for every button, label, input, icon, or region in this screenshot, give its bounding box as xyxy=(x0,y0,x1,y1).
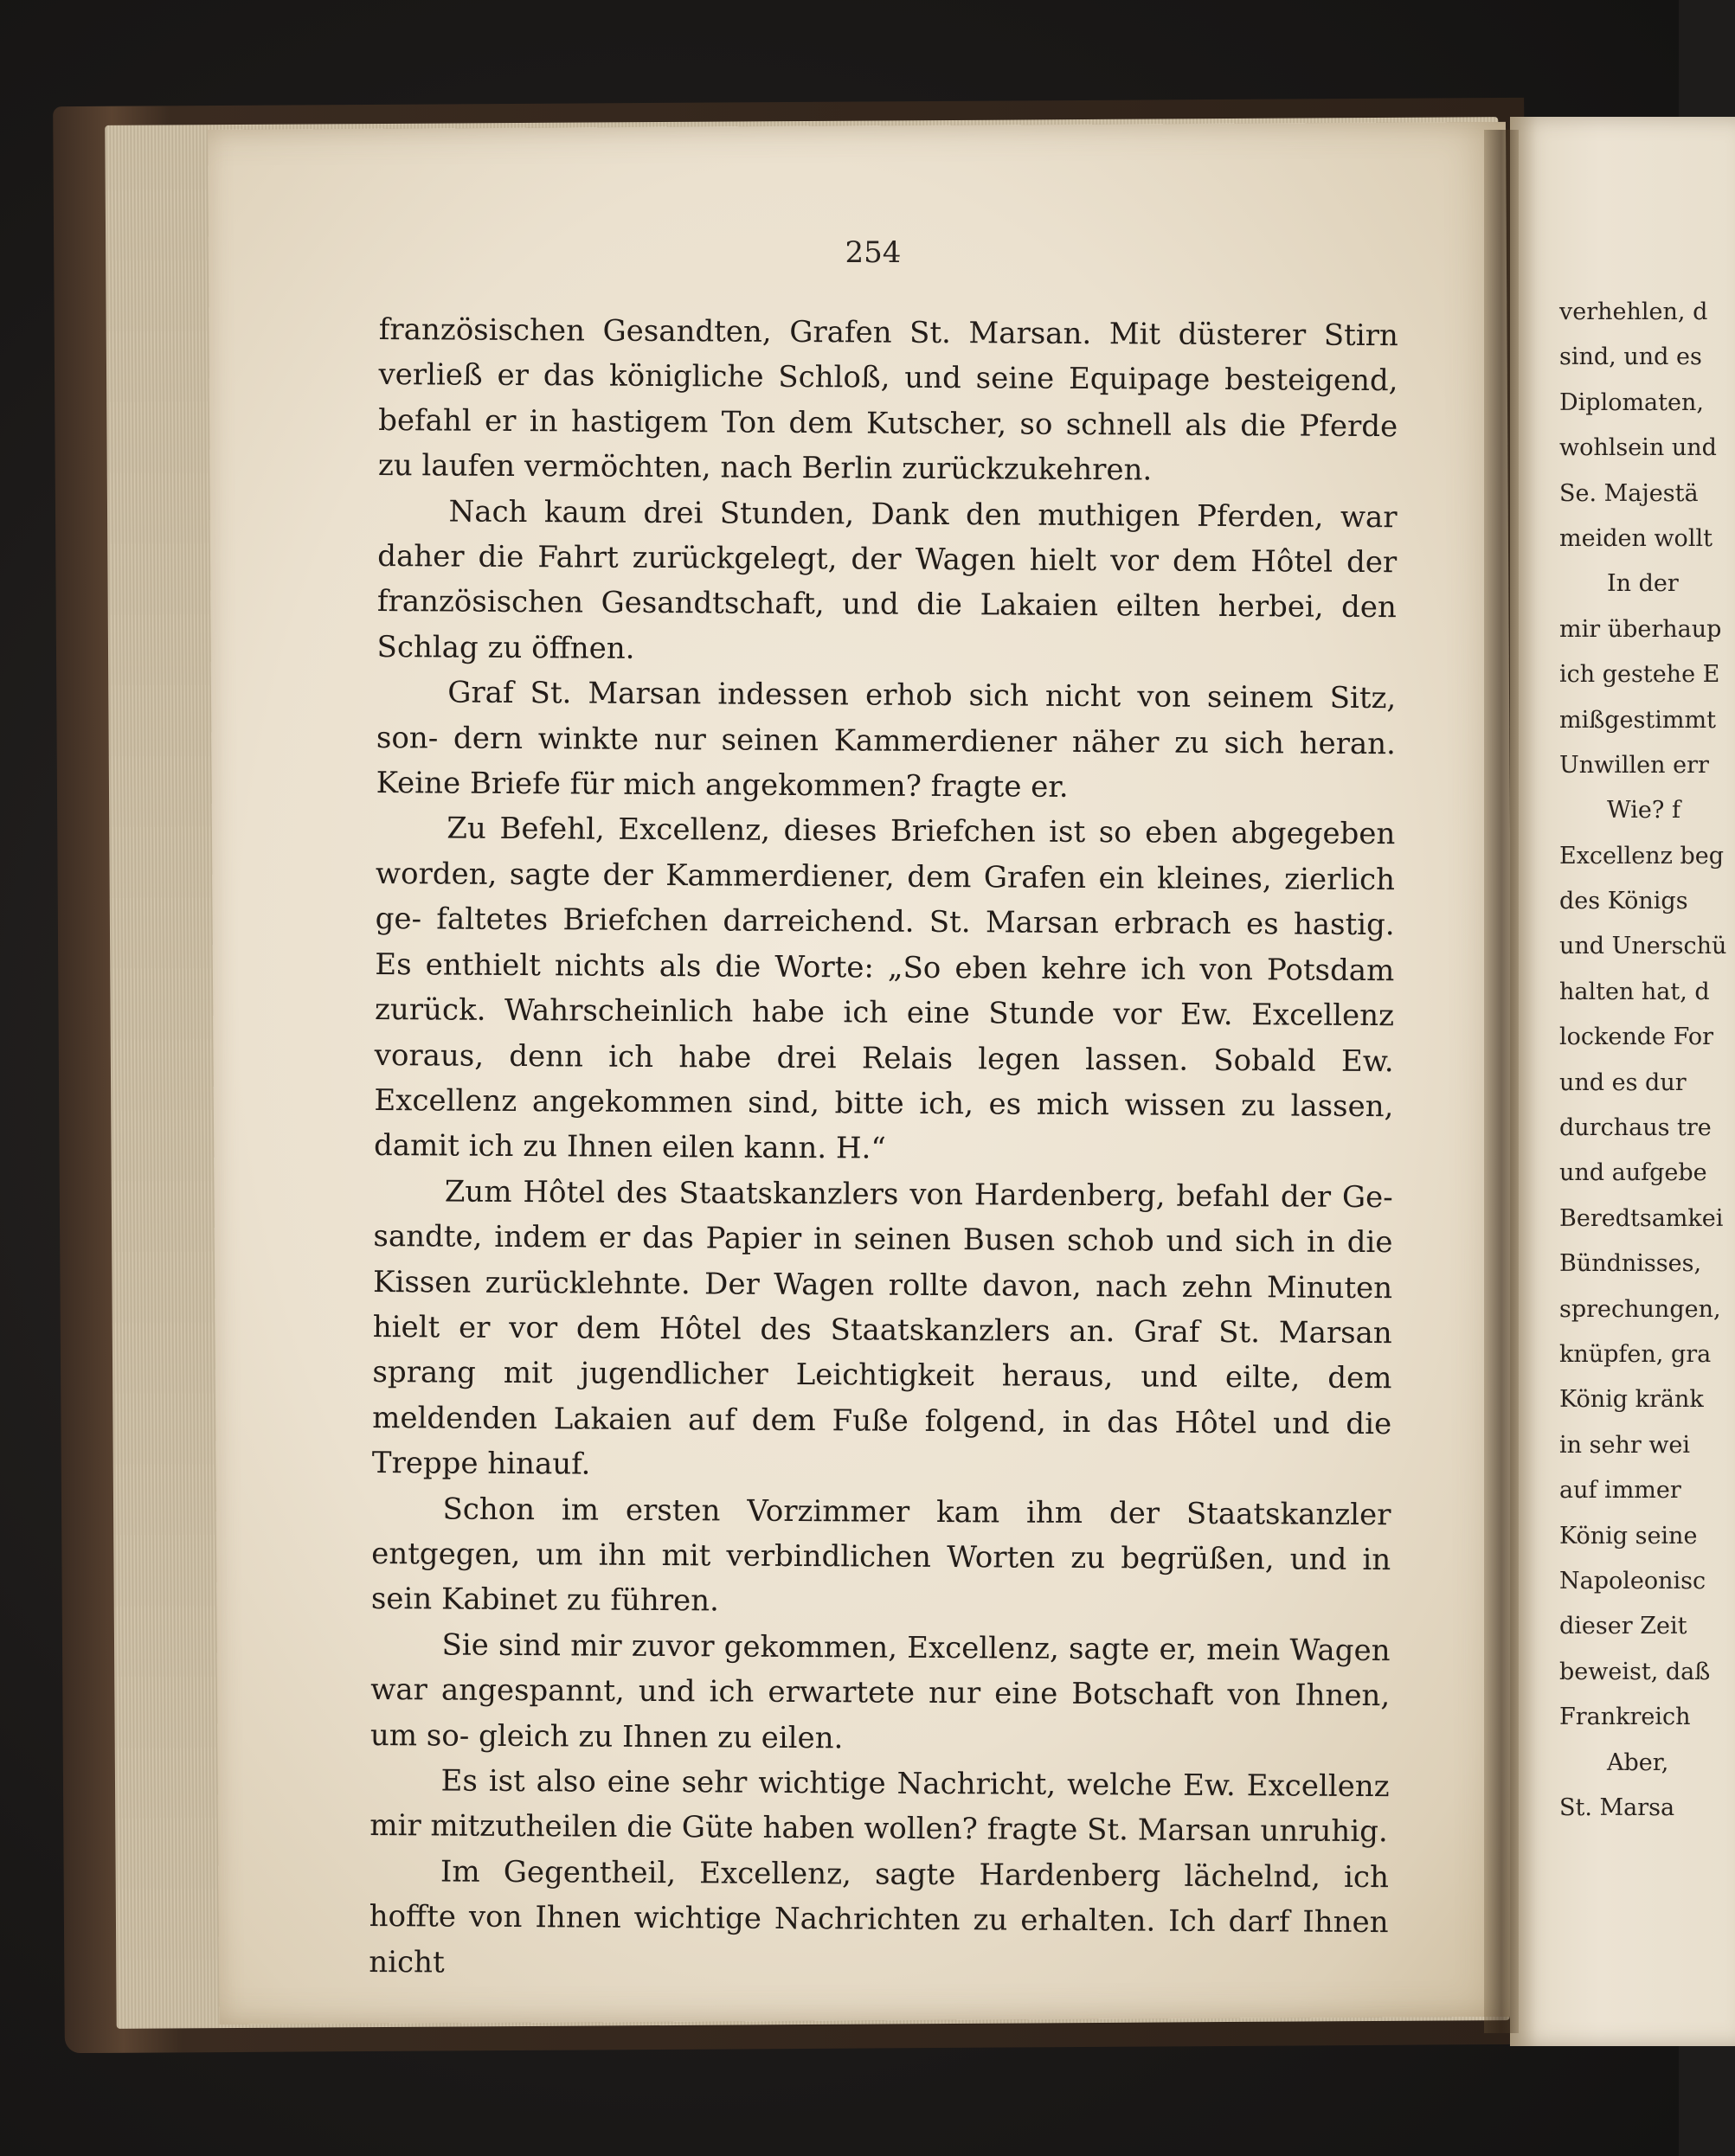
right-page-line: durchaus tre xyxy=(1559,1114,1712,1142)
right-page-line: beweist, daß xyxy=(1559,1658,1711,1685)
paragraph: französischen Gesandten, Grafen St. Marsan. Mit düsterer Stirn verließ er das königliche Schloß, und seine Equipage besteigend, befahl er in hastigem Ton dem Kutscher, so schnell als die Pferde zu laufen vermöchten, nach Berlin zurückzukehren. xyxy=(377,311,1398,488)
right-page-line: des Königs xyxy=(1559,888,1688,915)
paragraph: Zum Hôtel des Staatskanzlers von Hardenberg, befahl der Ge- sandte, indem er das Papier in seinen Busen schob und sich in die Kissen zurücklehnte. Der Wagen rollte davon, nach zehn Minuten hielt er vor dem Hôtel des Staatskanzlers an. Graf St. Marsan sprang mit jugendlicher Leichtigkeit heraus, und eilte, dem meldenden Lakaien auf dem Fuße folgend, in das Hôtel und die Treppe hinauf. xyxy=(371,1174,1393,1482)
right-page-line: halten hat, d xyxy=(1559,978,1710,1005)
right-page-line: mißgestimmt xyxy=(1559,706,1716,734)
right-page-line: Frankreich xyxy=(1559,1704,1691,1731)
right-page-line: und Unerschü xyxy=(1559,933,1727,960)
paragraph: Sie sind mir zuvor gekommen, Excellenz, sagte er, mein Wagen war angespannt, und ich erwartete nur eine Botschaft von Ihnen, um so- gleich zu Ihnen zu eilen. xyxy=(369,1627,1391,1755)
paragraph: Graf St. Marsan indessen erhob sich nicht von seinem Sitz, son- dern winkte nur seinen Kammerdiener näher zu sich heran. Keine Briefe für mich angekommen? fragte er. xyxy=(376,675,1397,805)
right-page-line: wohlsein und xyxy=(1559,434,1717,462)
right-page-line: in sehr wei xyxy=(1559,1431,1691,1459)
right-page-line: St. Marsa xyxy=(1559,1793,1675,1821)
right-page-line: Beredtsamkei xyxy=(1559,1204,1724,1232)
right-page-line: Se. Majestä xyxy=(1559,479,1699,507)
right-page-line: Unwillen err xyxy=(1559,751,1709,779)
right-page-line: sind, und es xyxy=(1559,343,1702,371)
right-page-line: In der xyxy=(1607,570,1679,598)
right-page-line: Napoleonisc xyxy=(1559,1567,1706,1595)
right-page-text xyxy=(1559,290,1727,1831)
right-page-line: knüpfen, gra xyxy=(1559,1340,1712,1368)
right-page-line: und aufgebe xyxy=(1559,1159,1707,1187)
right-page-line: lockende For xyxy=(1559,1023,1714,1051)
main-text-block xyxy=(369,307,1398,1991)
paragraph: Schon im ersten Vorzimmer kam ihm der Staatskanzler entgegen, um ihn mit verbindlichen Worten zu begrüßen, und in sein Kabinet zu führen. xyxy=(370,1492,1391,1619)
page-number: 254 xyxy=(845,235,902,270)
paragraph: Es ist also eine sehr wichtige Nachricht, welche Ew. Excellenz mir mitzutheilen die Güte haben wollen? fragte St. Marsan unruhig. xyxy=(369,1763,1390,1850)
paragraph: Im Gegentheil, Excellenz, sagte Hardenberg lächelnd, ich hoffte von Ihnen wichtige Nachrichten zu erhalten. Ich darf Ihnen nicht xyxy=(369,1854,1390,1980)
right-page-line: Excellenz beg xyxy=(1559,842,1725,869)
right-page-line: mir überhaup xyxy=(1559,615,1722,643)
right-page-line: Bündnisses, xyxy=(1559,1250,1702,1278)
right-page-line: verhehlen, d xyxy=(1559,298,1708,325)
right-page-line: und es dur xyxy=(1559,1068,1687,1096)
right-page-line: König seine xyxy=(1559,1522,1698,1550)
right-page-line: ich gestehe E xyxy=(1559,661,1720,689)
right-page-line: sprechungen, xyxy=(1559,1295,1721,1323)
right-page-line: Wie? f xyxy=(1607,797,1680,825)
right-page-line: Diplomaten, xyxy=(1559,388,1704,416)
right-page-line: meiden wollt xyxy=(1559,524,1713,552)
right-page-line: König kränk xyxy=(1559,1386,1704,1414)
right-page-line: Aber, xyxy=(1607,1749,1669,1776)
paragraph: Zu Befehl, Excellenz, dieses Briefchen ist so eben abgegeben worden, sagte der Kammerdiener, dem Grafen ein kleines, zierlich ge- faltetes Briefchen darreichend. St. Marsan erbrach es hastig. Es enthielt nichts als die Worte: „So eben kehre ich von Potsdam zurück. Wahrscheinlich habe ich eine Stunde vor Ew. Excellenz voraus, denn ich habe drei Relais legen lassen. Sobald Ew. Excellenz angekommen sind, bitte ich, es mich wissen zu lassen, damit ich zu Ihnen eilen kann. H.“ xyxy=(373,811,1396,1166)
right-page-line: auf immer xyxy=(1559,1477,1681,1505)
book-gutter xyxy=(1484,130,1519,2033)
right-page-line: dieser Zeit xyxy=(1559,1613,1687,1640)
paragraph: Nach kaum drei Stunden, Dank den muthigen Pferden, war daher die Fahrt zurückgelegt, der Wagen hielt vor dem Hôtel der französischen Gesandtschaft, und die Lakaien eilten herbei, den Schlag zu öffnen. xyxy=(376,494,1398,666)
